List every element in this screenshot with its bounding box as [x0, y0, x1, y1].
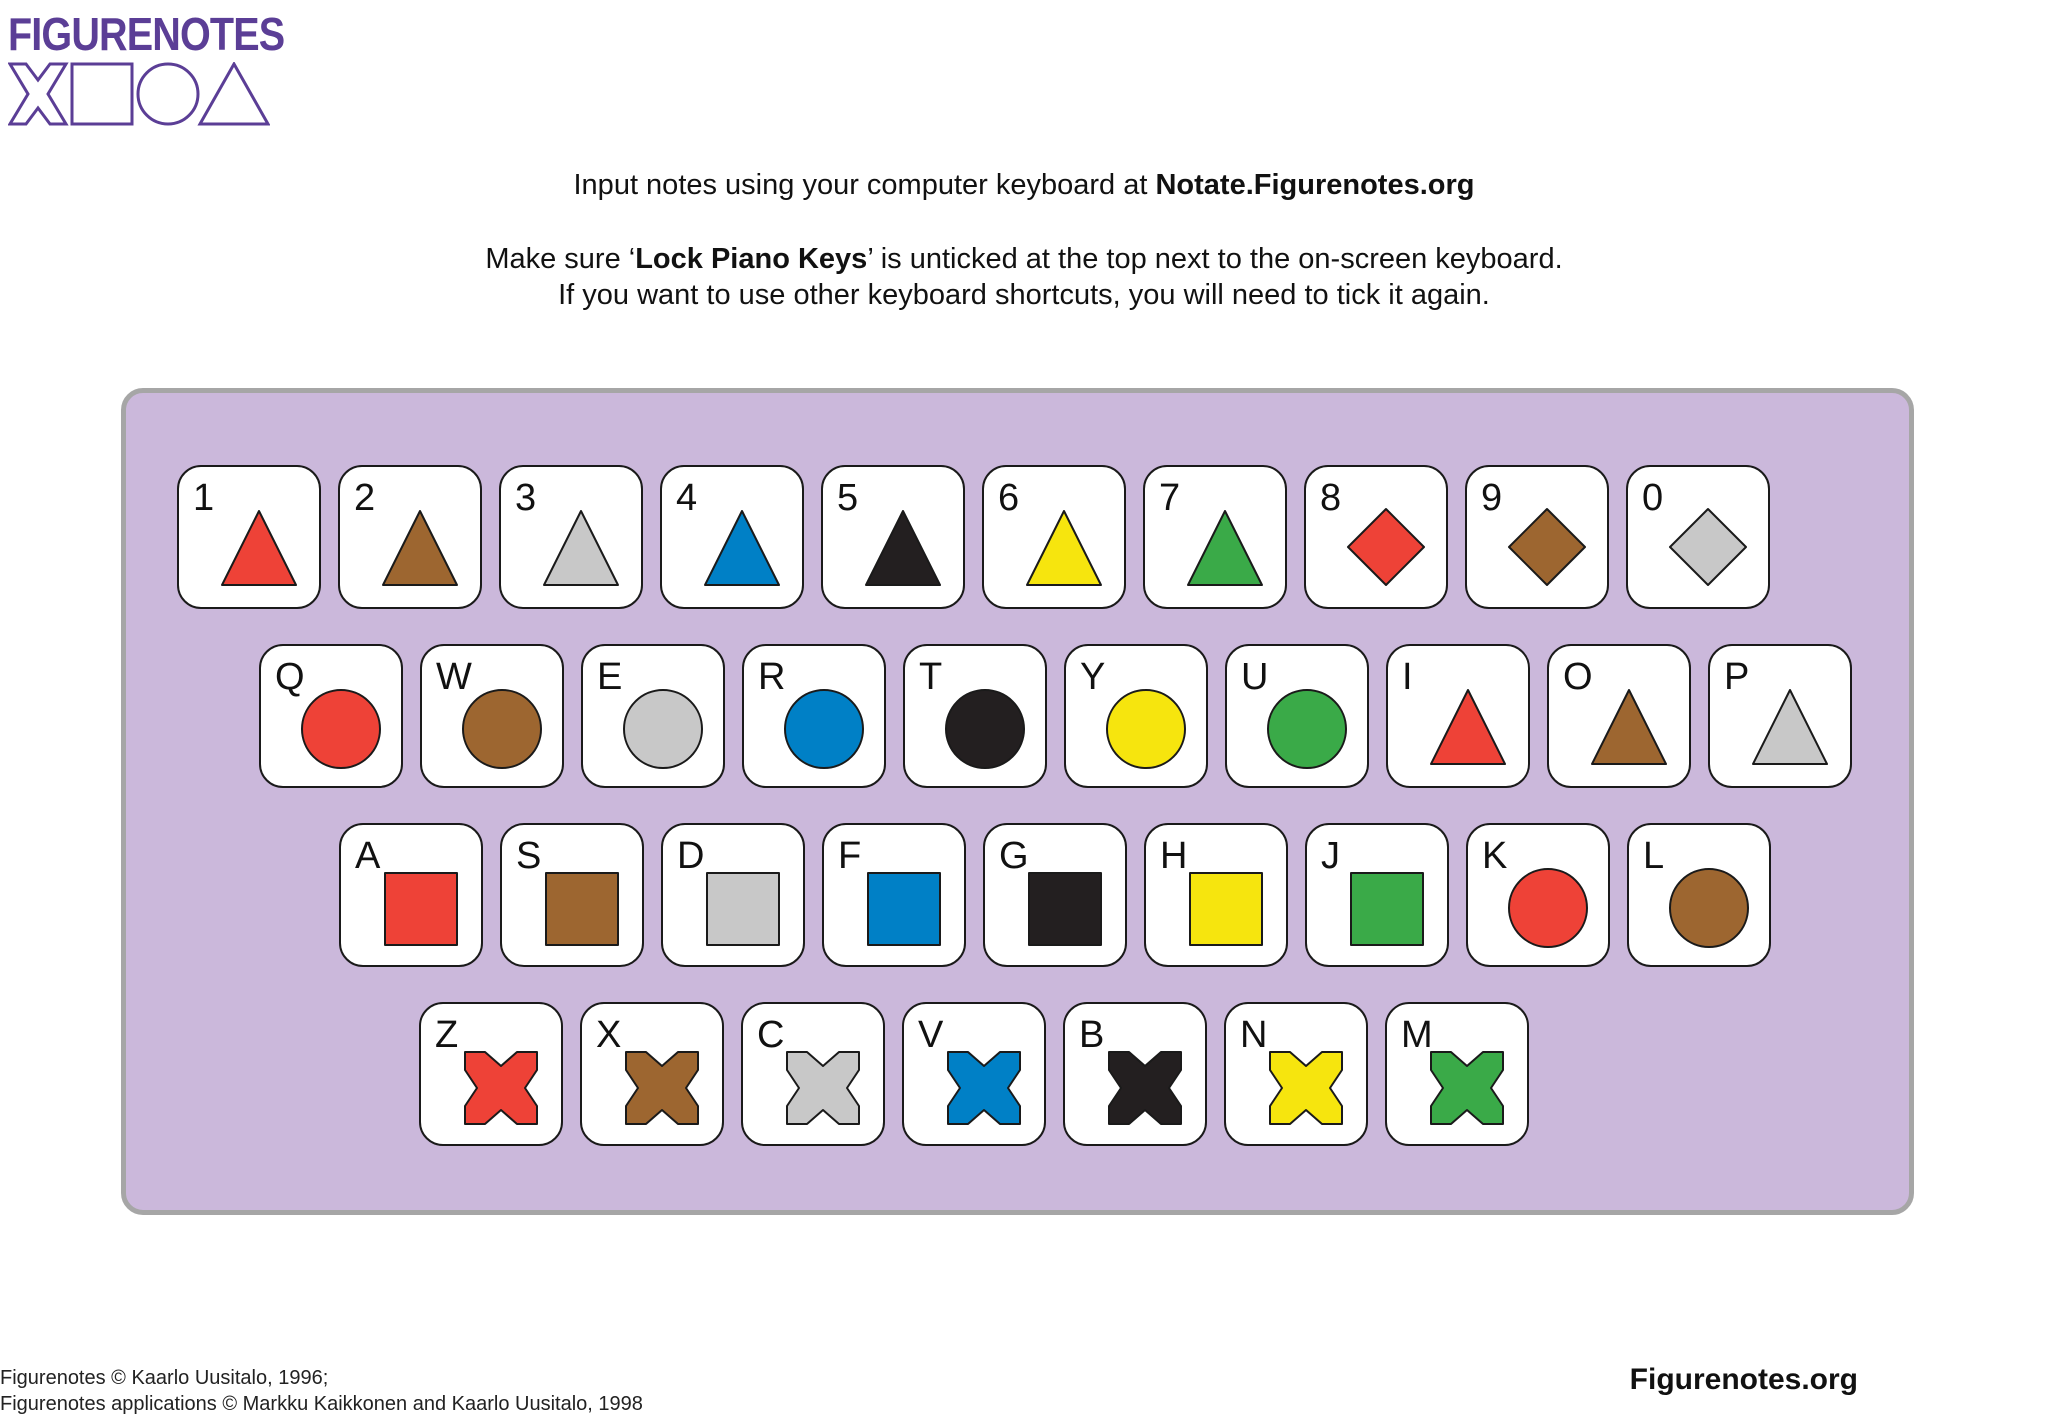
- key-label: D: [677, 835, 705, 877]
- instruction-website: [0, 167, 2048, 204]
- key-label: A: [355, 835, 381, 877]
- key-7[interactable]: [1143, 465, 1287, 609]
- key-label: E: [597, 656, 623, 698]
- instruction-text: ’ is unticked at the top next to the on-screen keyboard.: [867, 243, 1563, 275]
- key-label: J: [1321, 835, 1340, 877]
- key-y[interactable]: [1064, 644, 1208, 788]
- key-label: W: [436, 656, 472, 698]
- key-label: R: [758, 656, 786, 698]
- key-label: F: [838, 835, 862, 877]
- key-f[interactable]: [822, 823, 966, 967]
- key-a[interactable]: [339, 823, 483, 967]
- key-label: K: [1482, 835, 1508, 877]
- website-link[interactable]: Figurenotes.org: [1629, 1363, 1858, 1396]
- key-k[interactable]: [1466, 823, 1610, 967]
- key-label: X: [596, 1014, 622, 1056]
- key-label: H: [1160, 835, 1188, 877]
- key-2[interactable]: [338, 465, 482, 609]
- key-6[interactable]: [982, 465, 1126, 609]
- key-label: N: [1240, 1014, 1268, 1056]
- key-label: B: [1079, 1014, 1105, 1056]
- key-label: O: [1563, 656, 1593, 698]
- key-r[interactable]: [742, 644, 886, 788]
- key-c[interactable]: [741, 1002, 885, 1146]
- key-q[interactable]: [259, 644, 403, 788]
- logo-wordmark: FIGURENOTES: [8, 8, 285, 60]
- key-label: Y: [1080, 656, 1106, 698]
- key-label: P: [1724, 656, 1750, 698]
- copyright-line: Figurenotes © Kaarlo Uusitalo, 1996;: [0, 1367, 329, 1389]
- key-label: 3: [515, 477, 537, 519]
- figurenotes-logo: [8, 8, 285, 126]
- figurenotes-keyboard: [121, 388, 1914, 1215]
- key-label: 0: [1642, 477, 1664, 519]
- instruction-shortcuts: If you want to use other keyboard shortcuts, you will need to tick it again.: [558, 279, 1490, 311]
- key-0[interactable]: [1626, 465, 1770, 609]
- key-8[interactable]: [1304, 465, 1448, 609]
- notate-website-link[interactable]: Notate.Figurenotes.org: [1155, 169, 1475, 201]
- key-h[interactable]: [1144, 823, 1288, 967]
- key-5[interactable]: [821, 465, 965, 609]
- copyright-notice: [0, 1365, 643, 1417]
- instruction-text: Make sure ‘: [485, 243, 636, 275]
- key-o[interactable]: [1547, 644, 1691, 788]
- key-label: Z: [435, 1014, 459, 1056]
- key-m[interactable]: [1385, 1002, 1529, 1146]
- key-label: Q: [275, 656, 305, 698]
- instruction-lock-keys: [0, 241, 2048, 278]
- key-x[interactable]: [580, 1002, 724, 1146]
- key-4[interactable]: [660, 465, 804, 609]
- key-label: I: [1402, 656, 1413, 698]
- key-n[interactable]: [1224, 1002, 1368, 1146]
- lock-piano-keys-label: Lock Piano Keys: [635, 243, 868, 275]
- key-label: U: [1241, 656, 1269, 698]
- key-label: L: [1643, 835, 1665, 877]
- key-d[interactable]: [661, 823, 805, 967]
- key-label: S: [516, 835, 542, 877]
- logo-shapes-icon: [8, 62, 270, 126]
- key-e[interactable]: [581, 644, 725, 788]
- key-j[interactable]: [1305, 823, 1449, 967]
- key-label: V: [918, 1014, 944, 1056]
- key-s[interactable]: [500, 823, 644, 967]
- key-u[interactable]: [1225, 644, 1369, 788]
- key-3[interactable]: [499, 465, 643, 609]
- key-w[interactable]: [420, 644, 564, 788]
- key-b[interactable]: [1063, 1002, 1207, 1146]
- key-label: T: [919, 656, 943, 698]
- key-z[interactable]: [419, 1002, 563, 1146]
- key-label: 7: [1159, 477, 1181, 519]
- key-label: 6: [998, 477, 1020, 519]
- key-v[interactable]: [902, 1002, 1046, 1146]
- instruction-text: Input notes using your computer keyboard at: [573, 169, 1156, 201]
- key-t[interactable]: [903, 644, 1047, 788]
- key-label: M: [1401, 1014, 1433, 1056]
- key-label: 2: [354, 477, 376, 519]
- key-label: 8: [1320, 477, 1342, 519]
- key-p[interactable]: [1708, 644, 1852, 788]
- key-label: G: [999, 835, 1029, 877]
- key-label: 5: [837, 477, 859, 519]
- key-label: 9: [1481, 477, 1503, 519]
- key-9[interactable]: [1465, 465, 1609, 609]
- key-l[interactable]: [1627, 823, 1771, 967]
- key-g[interactable]: [983, 823, 1127, 967]
- key-label: 1: [193, 477, 215, 519]
- key-1[interactable]: [177, 465, 321, 609]
- copyright-line: Figurenotes applications © Markku Kaikkonen and Kaarlo Uusitalo, 1998: [0, 1393, 643, 1415]
- key-label: 4: [676, 477, 698, 519]
- key-label: C: [757, 1014, 785, 1056]
- key-i[interactable]: [1386, 644, 1530, 788]
